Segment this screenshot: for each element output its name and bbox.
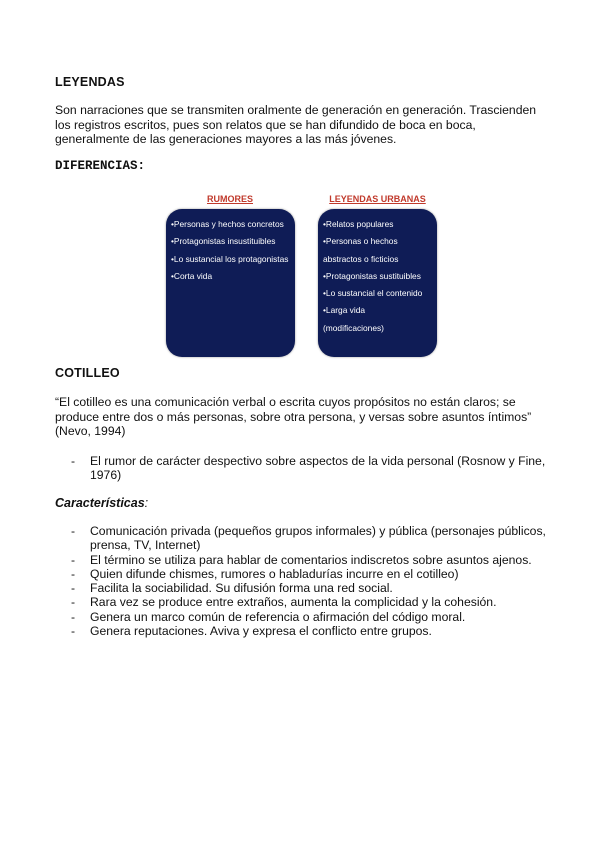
list-item: •Protagonistas insustituibles [171,236,276,247]
diferencias-diagram [165,191,445,359]
diferencias-title: DIFERENCIAS: [55,159,146,173]
list-item: abstractos o ficticios [323,253,399,264]
list-item [71,624,551,638]
list-item: •Larga vida [323,305,366,316]
cotilleo-title: COTILLEO [55,366,120,380]
dash-marker: - [71,524,76,538]
caracteristicas-title-text: Características [55,496,145,510]
leyendas-paragraph: Son narraciones que se transmiten oralmente de generación en generación. Trascienden los registros escritos, pues son relatos que se han difundido de boca en boca, generalmente de las generaciones mayores a las más jóvenes. [55,103,537,147]
dash-marker: - [71,595,76,610]
caracteristica-text: Facilita la sociabilidad. Su difusión forma una red social. [90,581,393,596]
leyendas-title: LEYENDAS [55,75,125,89]
dash-marker: - [71,581,76,596]
caracteristicas-list [71,524,551,638]
cotilleo-list [71,454,551,483]
list-item: •Relatos populares [323,219,394,229]
rumores-heading: RUMORES [206,194,253,204]
caracteristica-text: Quien difunde chismes, rumores o habladurías incurre en el cotilleo) [90,566,459,581]
list-item [71,524,551,553]
rumor-item-text: El rumor de carácter despectivo sobre aspectos de la vida personal (Rosnow y Fine, 1976) [90,454,546,483]
list-item [71,595,551,609]
list-item [71,610,551,624]
dash-marker: - [71,609,76,624]
caracteristica-text: Genera reputaciones. Aviva y expresa el conflicto entre grupos. [90,624,432,639]
list-item: •Personas y hechos concretos [171,219,284,229]
rumores-list [166,209,295,282]
caracteristicas-title [55,496,148,510]
rumores-box [166,209,295,357]
list-item [71,581,551,595]
list-item: •Personas o hechos [323,236,398,247]
dash-marker: - [71,454,76,468]
list-item: •Corta vida [171,270,213,281]
list-item [71,567,551,581]
dash-marker: - [71,552,76,567]
list-item: (modificaciones) [323,322,384,333]
list-item: •Lo sustancial los protagonistas [171,253,289,264]
dash-marker: - [71,624,76,639]
caracteristica-text: Genera un marco común de referencia o afirmación del código moral. [90,609,466,624]
list-item: •Protagonistas sustituibles [323,270,421,281]
list-item [71,454,551,483]
list-item: •Lo sustancial el contenido [323,288,423,299]
leyendas-urbanas-heading: LEYENDAS URBANAS [329,194,426,204]
dash-marker: - [71,566,76,581]
list-item [71,553,551,567]
caracteristica-text: Comunicación privada (pequeños grupos informales) y pública (personajes públicos, prensa, TV, Internet) [90,524,546,553]
caracteristica-text: Rara vez se produce entre extraños, aumenta la complicidad y la cohesión. [90,595,497,610]
leyendas-urbanas-box [318,209,437,357]
cotilleo-quote: “El cotilleo es una comunicación verbal o escrita cuyos propósitos no están claros; se produce entre dos o más personas, sobre otra persona, y versas sobre asuntos íntimos” (Nevo, 1994) [55,395,532,439]
caracteristica-text: El término se utiliza para hablar de comentarios indiscretos sobre asuntos ajenos. [90,552,532,567]
leyendas-urbanas-list [318,209,437,334]
caracteristicas-colon: : [144,496,149,510]
